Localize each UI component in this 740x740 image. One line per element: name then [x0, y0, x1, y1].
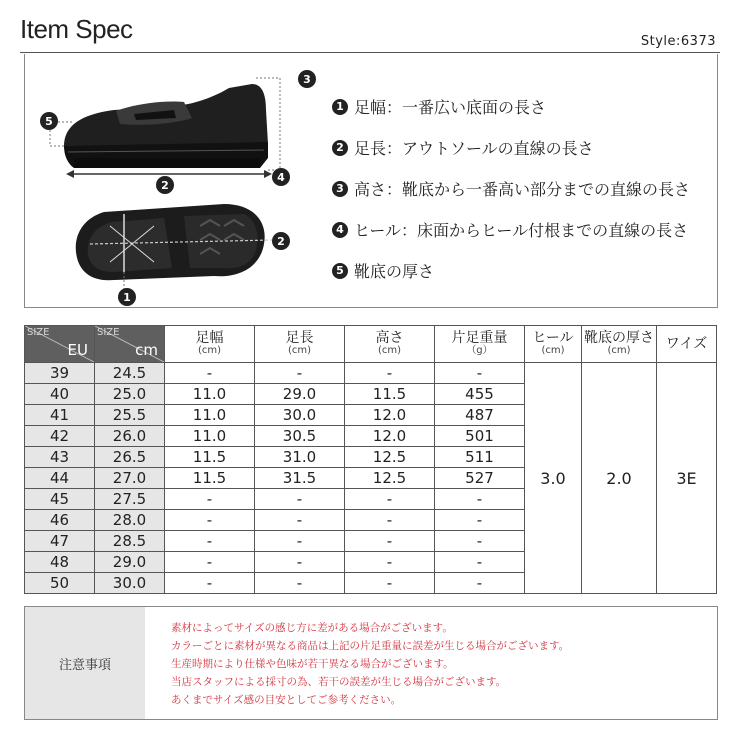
- table-body: [25, 363, 717, 594]
- height-cell: -: [345, 531, 435, 552]
- size-cm-cell: 29.0: [95, 552, 165, 573]
- size-cm-cell: 26.5: [95, 447, 165, 468]
- measurement-legend: [332, 86, 690, 291]
- badge-3: 3: [298, 70, 316, 88]
- legend-item-width: [332, 86, 690, 127]
- length-cell: -: [255, 552, 345, 573]
- note-line: カラーごとに素材が異なる商品は上記の片足重量に誤差が生じる場合がございます。: [171, 640, 570, 652]
- badge-2-length: 2: [156, 176, 174, 194]
- width-cell: -: [165, 363, 255, 384]
- length-cell: 29.0: [255, 384, 345, 405]
- size-eu-cell: 46: [25, 510, 95, 531]
- badge-1: 1: [118, 288, 136, 306]
- length-cell: 30.0: [255, 405, 345, 426]
- legend-number: 5: [332, 263, 348, 279]
- style-code: Style:6373: [640, 34, 716, 49]
- height-cell: 12.0: [345, 405, 435, 426]
- height-cell: -: [345, 552, 435, 573]
- weight-cell: 501: [435, 426, 525, 447]
- table-row: [25, 363, 717, 384]
- weight-cell: -: [435, 489, 525, 510]
- header-wise: ワイズ: [657, 326, 717, 363]
- shoe-side-view: [64, 84, 268, 168]
- height-cell: -: [345, 510, 435, 531]
- legend-number: 1: [332, 99, 348, 115]
- header-heel: ヒール (cm): [525, 326, 582, 363]
- width-cell: 11.5: [165, 468, 255, 489]
- height-cell: 11.5: [345, 384, 435, 405]
- size-eu-header: SIZE EU: [25, 326, 95, 363]
- notes-section: [24, 606, 718, 720]
- badge-2-sole: 2: [272, 232, 290, 250]
- note-line: 生産時期により仕様や色味が若干異なる場合がございます。: [171, 658, 454, 670]
- notes-label: 注意事項: [25, 607, 145, 719]
- wise-cell: 3E: [657, 363, 717, 594]
- width-cell: 11.5: [165, 447, 255, 468]
- sole-thickness-cell: 2.0: [582, 363, 657, 594]
- table-header-row: [25, 326, 717, 363]
- legend-item-length: [332, 127, 690, 168]
- header-height: 高さ (cm): [345, 326, 435, 363]
- badge-5: 5: [40, 112, 58, 130]
- header-width: 足幅 (cm): [165, 326, 255, 363]
- size-cm-cell: 26.0: [95, 426, 165, 447]
- size-eu-cell: 47: [25, 531, 95, 552]
- size-cm-cell: 24.5: [95, 363, 165, 384]
- width-cell: -: [165, 489, 255, 510]
- size-eu-cell: 43: [25, 447, 95, 468]
- weight-cell: -: [435, 531, 525, 552]
- weight-cell: -: [435, 510, 525, 531]
- length-cell: -: [255, 573, 345, 594]
- length-cell: 30.5: [255, 426, 345, 447]
- height-cell: 12.5: [345, 468, 435, 489]
- note-line: 当店スタッフによる採寸の為、若干の誤差が生じる場合がございます。: [171, 676, 507, 688]
- legend-number: 4: [332, 222, 348, 238]
- length-cell: -: [255, 489, 345, 510]
- legend-text: 足長：アウトソールの直線の長さ: [354, 139, 594, 158]
- weight-cell: 487: [435, 405, 525, 426]
- legend-item-heel: [332, 209, 690, 250]
- weight-cell: 527: [435, 468, 525, 489]
- height-cell: -: [345, 363, 435, 384]
- size-eu-cell: 40: [25, 384, 95, 405]
- width-cell: -: [165, 531, 255, 552]
- size-eu-cell: 44: [25, 468, 95, 489]
- width-cell: -: [165, 552, 255, 573]
- height-cell: -: [345, 489, 435, 510]
- notes-body: [145, 607, 717, 719]
- length-cell: 31.5: [255, 468, 345, 489]
- width-cell: -: [165, 573, 255, 594]
- width-cell: 11.0: [165, 426, 255, 447]
- size-cm-cell: 30.0: [95, 573, 165, 594]
- size-cm-header: SIZE cm: [95, 326, 165, 363]
- legend-text: 高さ：靴底から一番高い部分までの直線の長さ: [354, 180, 691, 199]
- legend-text: 靴底の厚さ: [354, 262, 435, 281]
- weight-cell: -: [435, 363, 525, 384]
- page-title: Item Spec: [20, 14, 133, 44]
- length-cell: -: [255, 363, 345, 384]
- header-weight: 片足重量 （g）: [435, 326, 525, 363]
- size-eu-cell: 39: [25, 363, 95, 384]
- length-cell: -: [255, 531, 345, 552]
- legend-text: 足幅：一番広い底面の長さ: [354, 98, 547, 117]
- size-eu-cell: 41: [25, 405, 95, 426]
- size-cm-cell: 25.5: [95, 405, 165, 426]
- length-cell: -: [255, 510, 345, 531]
- weight-cell: -: [435, 552, 525, 573]
- weight-cell: 455: [435, 384, 525, 405]
- width-cell: 11.0: [165, 405, 255, 426]
- size-eu-cell: 50: [25, 573, 95, 594]
- height-cell: 12.0: [345, 426, 435, 447]
- height-cell: 12.5: [345, 447, 435, 468]
- size-cm-cell: 27.0: [95, 468, 165, 489]
- header-sole: 靴底の厚さ (cm): [582, 326, 657, 363]
- legend-number: 2: [332, 140, 348, 156]
- legend-item-height: [332, 168, 690, 209]
- legend-item-sole: [332, 250, 690, 291]
- header-length: 足長 (cm): [255, 326, 345, 363]
- weight-cell: -: [435, 573, 525, 594]
- size-eu-cell: 42: [25, 426, 95, 447]
- size-cm-cell: 25.0: [95, 384, 165, 405]
- title-divider: [20, 52, 720, 53]
- size-cm-cell: 28.0: [95, 510, 165, 531]
- height-cell: -: [345, 573, 435, 594]
- note-line: 素材によってサイズの感じ方に差がある場合がございます。: [171, 622, 453, 634]
- note-line: あくまでサイズ感の目安としてご参考ください。: [171, 694, 402, 706]
- size-eu-cell: 45: [25, 489, 95, 510]
- legend-number: 3: [332, 181, 348, 197]
- legend-text: ヒール：床面からヒール付根までの直線の長さ: [354, 221, 689, 240]
- width-cell: -: [165, 510, 255, 531]
- length-cell: 31.0: [255, 447, 345, 468]
- size-cm-cell: 28.5: [95, 531, 165, 552]
- size-eu-cell: 48: [25, 552, 95, 573]
- weight-cell: 511: [435, 447, 525, 468]
- size-cm-cell: 27.5: [95, 489, 165, 510]
- width-cell: 11.0: [165, 384, 255, 405]
- heel-cell: 3.0: [525, 363, 582, 594]
- badge-4: 4: [272, 168, 290, 186]
- size-table: [24, 325, 717, 594]
